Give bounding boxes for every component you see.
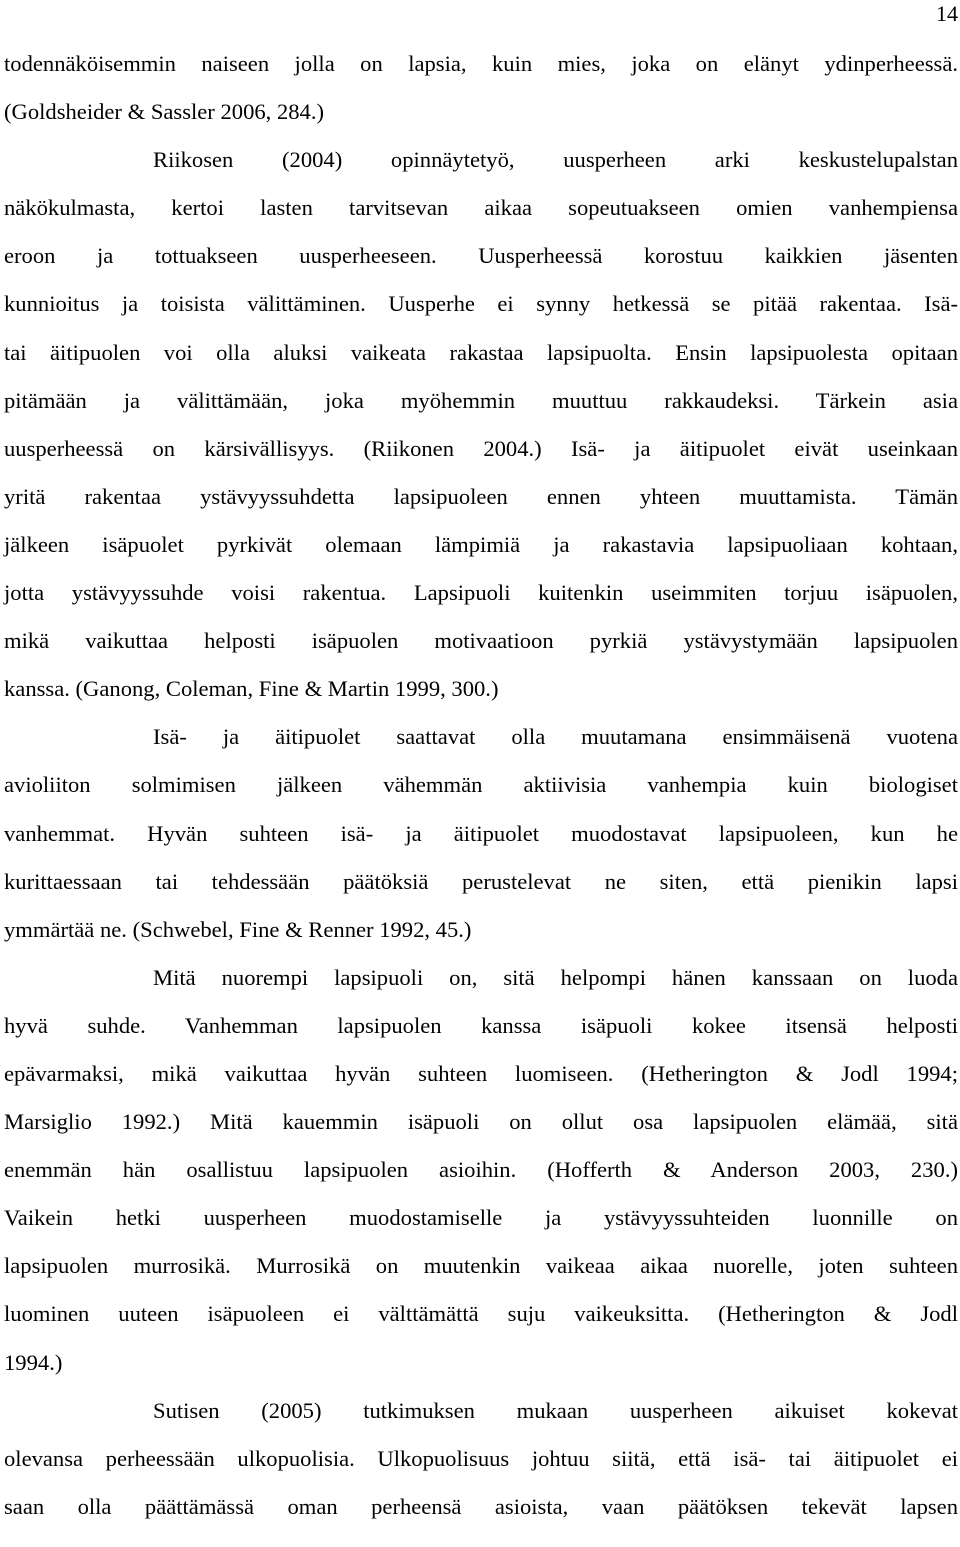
text-line: pitämään ja välittämään, joka myöhemmin muuttuu rakkaudeksi. Tärkein asia: [4, 387, 958, 413]
text-line: luominen uuteen isäpuoleen ei välttämättä suju vaikeuksitta. (Hetherington & Jodl: [4, 1301, 958, 1327]
text-line: yritä rakentaa ystävyyssuhdetta lapsipuoleen ennen yhteen muuttamista. Tämän: [4, 483, 958, 509]
page-number: 14: [936, 1, 958, 26]
paragraph: [4, 713, 958, 953]
text-line: todennäköisemmin naiseen jolla on lapsia, kuin mies, joka on elänyt ydinperheessä.: [4, 51, 958, 76]
text-line: olevansa perheessään ulkopuolisia. Ulkopuolisuus johtuu siitä, että isä- tai äitipuolet ei: [4, 1445, 958, 1471]
text-line: 1994.): [4, 1349, 63, 1375]
text-line: eroon ja tottuakseen uusperheeseen. Uusperheessä korostuu kaikkien jäsenten: [4, 243, 958, 269]
text-line: kurittaessaan tai tehdessään päätöksiä perustelevat ne siten, että pienikin lapsi: [4, 868, 958, 894]
text-line: Mitä nuorempi lapsipuoli on, sitä helpompi hänen kanssaan on luoda: [153, 964, 958, 990]
text-line: Riikosen (2004) opinnäytetyö, uusperheen arki keskustelupalstan: [153, 147, 958, 173]
text-line: uusperheessä on kärsivällisyys. (Riikonen 2004.) Isä- ja äitipuolet eivät useinkaan: [4, 435, 958, 461]
text-line: mikä vaikuttaa helposti isäpuolen motivaatioon pyrkiä ystävystymään lapsipuolen: [4, 628, 958, 654]
text-line: hyvä suhde. Vanhemman lapsipuolen kanssa isäpuoli kokee itsensä helposti: [4, 1012, 958, 1038]
body-text: [4, 40, 958, 1531]
text-line: Isä- ja äitipuolet saattavat olla muutamana ensimmäisenä vuotena: [153, 724, 958, 750]
text-line: (Goldsheider & Sassler 2006, 284.): [4, 99, 325, 125]
paragraph: [4, 136, 958, 713]
text-line: kunnioitus ja toisista välittäminen. Uusperhe ei synny hetkessä se pitää rakentaa. Isä-: [4, 291, 958, 317]
text-line: avioliiton solmimisen jälkeen vähemmän aktiivisia vanhempia kuin biologiset: [4, 772, 958, 798]
text-line: epävarmaksi, mikä vaikuttaa hyvän suhteen luomiseen. (Hetherington & Jodl 1994;: [4, 1060, 958, 1086]
paragraph: [4, 954, 958, 1387]
text-line: Marsiglio 1992.) Mitä kauemmin isäpuoli on ollut osa lapsipuolen elämää, sitä: [4, 1109, 958, 1135]
paragraph: [4, 40, 958, 136]
text-line: vanhemmat. Hyvän suhteen isä- ja äitipuolet muodostavat lapsipuoleen, kun he: [4, 820, 958, 846]
text-line: tai äitipuolen voi olla aluksi vaikeata rakastaa lapsipuolta. Ensin lapsipuolesta opitaan: [4, 339, 958, 365]
text-line: enemmän hän osallistuu lapsipuolen asioihin. (Hofferth & Anderson 2003, 230.): [4, 1157, 958, 1183]
text-line: lapsipuolen murrosikä. Murrosikä on muutenkin vaikeaa aikaa nuorelle, joten suhteen: [4, 1253, 958, 1279]
text-line: näkökulmasta, kertoi lasten tarvitsevan aikaa sopeutuakseen omien vanhempiensa: [4, 195, 958, 221]
paragraph: [4, 1387, 958, 1531]
text-line: jälkeen isäpuolet pyrkivät olemaan lämpimiä ja rakastavia lapsipuoliaan kohtaan,: [4, 531, 958, 557]
text-line: jotta ystävyyssuhde voisi rakentua. Lapsipuoli kuitenkin useimmiten torjuu isäpuolen,: [4, 580, 958, 606]
text-line: Sutisen (2005) tutkimuksen mukaan uusperheen aikuiset kokevat: [153, 1397, 958, 1423]
text-line: kanssa. (Ganong, Coleman, Fine & Martin 1999, 300.): [4, 676, 499, 702]
text-line: ymmärtää ne. (Schwebel, Fine & Renner 1992, 45.): [4, 916, 472, 942]
text-line: saan olla päättämässä oman perheensä asioista, vaan päätöksen tekevät lapsen: [4, 1493, 958, 1519]
text-line: Vaikein hetki uusperheen muodostamiselle ja ystävyyssuhteiden luonnille on: [4, 1205, 958, 1231]
